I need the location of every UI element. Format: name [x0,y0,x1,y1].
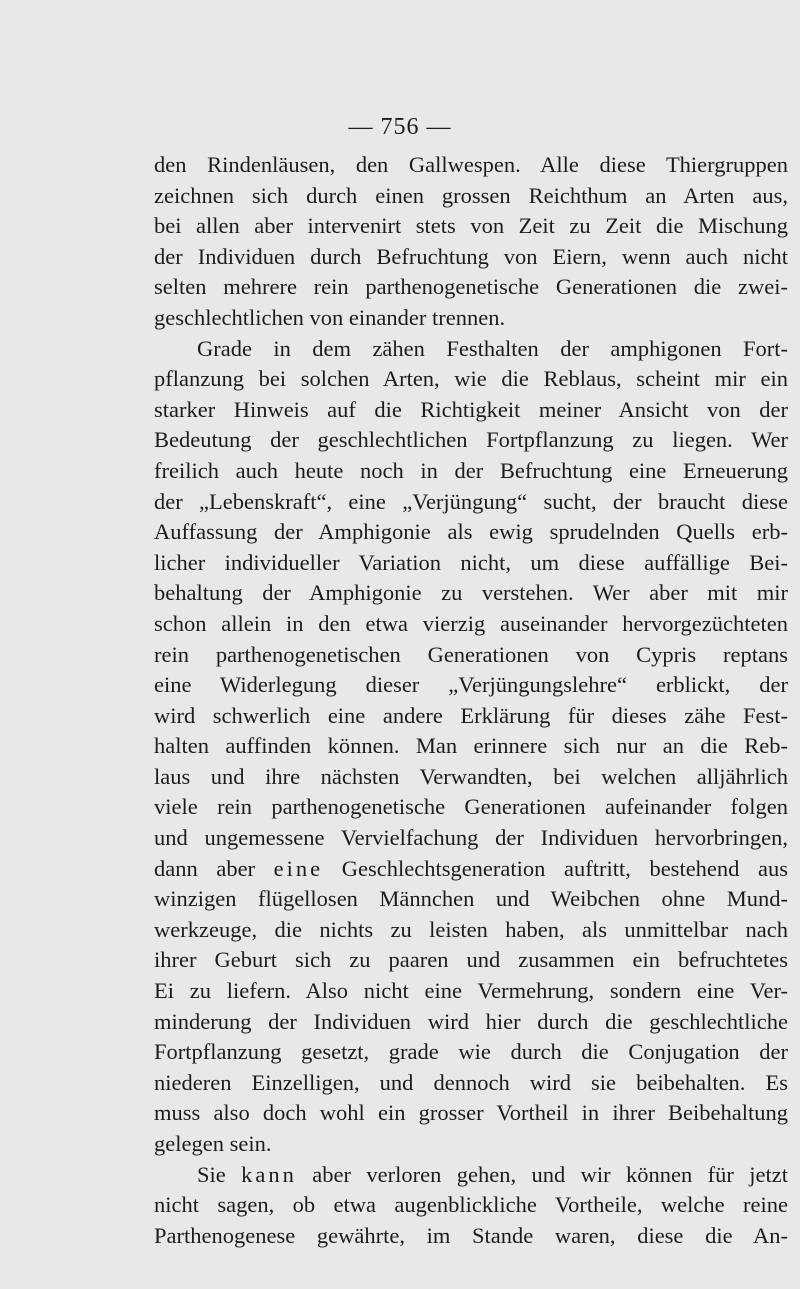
text-line: Fortpflanzung gesetzt, grade wie durch die Conjugation der [154,1039,788,1065]
text-line: und ungemessene Vervielfachung der Individuen hervorbringen, [154,825,788,851]
text-line: ihrer Geburt sich zu paaren und zusammen ein befruchtetes [154,947,788,973]
text-line: zeichnen sich durch einen grossen Reichthum an Arten aus, [154,182,788,208]
text-line: starker Hinweis auf die Richtigkeit meiner Ansicht von der [154,396,788,422]
text-line: wird schwerlich eine andere Erklärung für dieses zähe Fest- [154,702,788,728]
emphasized-word: eine [273,855,324,881]
text-line: niederen Einzelligen, und dennoch wird sie beibehalten. Es [154,1069,788,1095]
text-line: Bedeutung der geschlechtlichen Fortpflanzung zu liegen. Wer [154,427,788,453]
text-line [154,1160,788,1191]
text-segment: Sie [197,1161,242,1187]
text-line: eine Widerlegung dieser „Verjüngungslehre“ erblickt, der [154,672,788,698]
body-text [154,150,788,1251]
text-line: viele rein parthenogenetische Generationen aufeinander folgen [154,794,788,820]
text-segment: dann aber [154,855,274,881]
text-line [154,854,788,885]
text-line: minderung der Individuen wird hier durch die geschlechtliche [154,1008,788,1034]
text-line: den Rindenläusen, den Gallwespen. Alle diese Thiergruppen [154,152,788,177]
text-line: freilich auch heute noch in der Befruchtung eine Erneuerung [154,457,788,483]
text-line: geschlechtlichen von einander trennen. [154,304,506,330]
text-line: nicht sagen, ob etwa augenblickliche Vortheile, welche reine [154,1192,788,1218]
text-line: gelegen sein. [154,1131,272,1156]
text-line: der „Lebenskraft“, eine „Verjüngung“ sucht, der braucht diese [154,488,788,514]
text-line: Ei zu liefern. Also nicht eine Vermehrung, sondern eine Ver- [154,978,788,1004]
text-line: Parthenogenese gewährte, im Stande waren, diese die An- [154,1222,788,1248]
text-line: selten mehrere rein parthenogenetische Generationen die zwei- [154,274,788,300]
text-segment: Geschlechtsgeneration auftritt, bestehend aus [323,855,789,881]
text-line: Grade in dem zähen Festhalten der amphigonen Fort- [197,335,788,361]
text-line: rein parthenogenetischen Generationen von Cypris reptans [154,641,788,667]
text-segment: aber verloren gehen, und wir können für jetzt [296,1161,788,1187]
text-line: muss also doch wohl ein grosser Vortheil in ihrer Beibehaltung [154,1100,788,1126]
text-line: licher individueller Variation nicht, um diese auffällige Bei- [154,549,788,575]
text-line: behaltung der Amphigonie zu verstehen. Wer aber mit mir [154,580,788,606]
text-line: laus und ihre nächsten Verwandten, bei welchen alljährlich [154,763,788,789]
text-line: halten auffinden können. Man erinnere sich nur an die Reb- [154,733,788,759]
text-line: schon allein in den etwa vierzig auseinander hervorgezüchteten [154,610,788,636]
page-number: — 756 — [348,114,452,140]
emphasized-word: kann [241,1161,297,1187]
text-line: pflanzung bei solchen Arten, wie die Reblaus, scheint mir ein [154,366,788,392]
text-line: Auffassung der Amphigonie als ewig sprudelnden Quells erb- [154,519,788,545]
text-line: winzigen flügellosen Männchen und Weibchen ohne Mund- [154,886,788,912]
text-line: bei allen aber intervenirt stets von Zeit zu Zeit die Mischung [154,213,788,239]
text-line: werkzeuge, die nichts zu leisten haben, als unmittelbar nach [154,916,788,942]
text-line: der Individuen durch Befruchtung von Eiern, wenn auch nicht [154,243,788,269]
